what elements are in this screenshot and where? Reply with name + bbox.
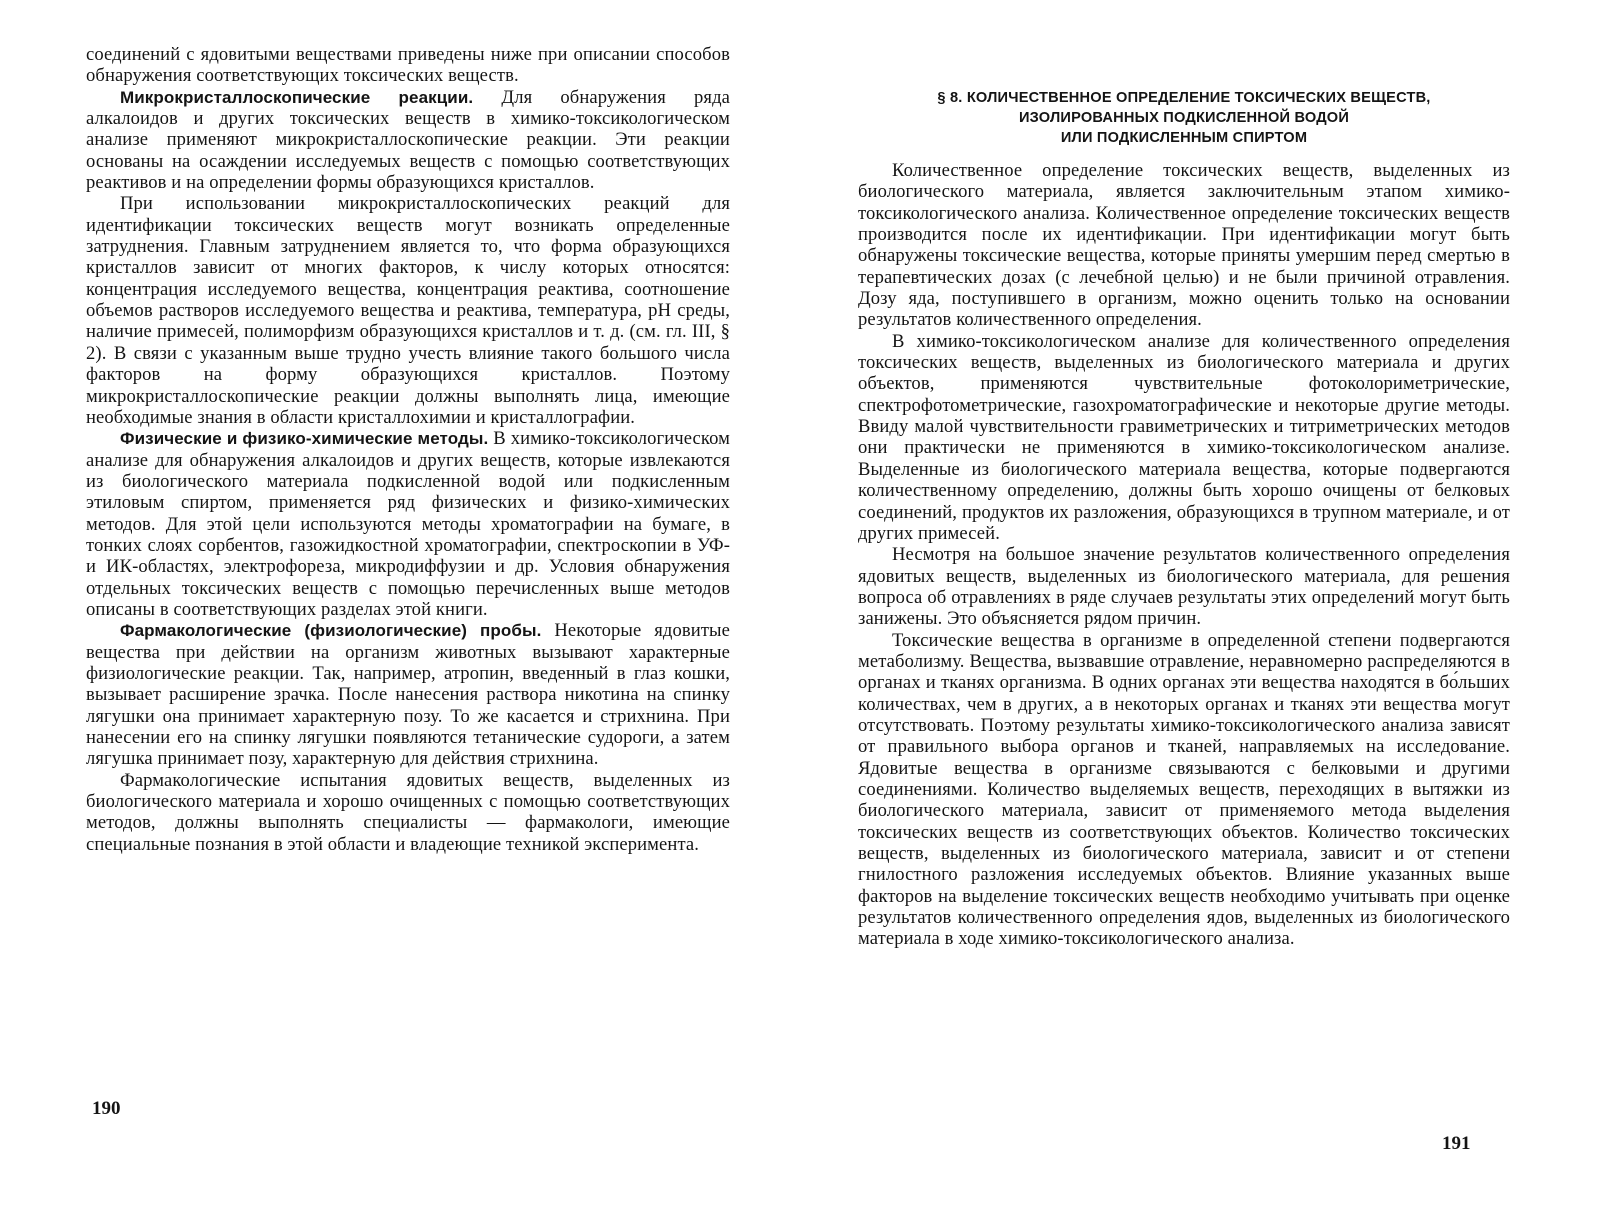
right-paragraph-3 <box>858 544 1510 629</box>
paragraph-text: соединений с ядовитыми веществами приведены ниже при описании способов обнаружения соответствующих токсических веществ. <box>86 44 730 87</box>
paragraph-text: В химико-токсикологическом анализе для обнаружения алкалоидов и других веществ, которые извлекаются из биологического материала подкисленной водой или подкисленным этиловым спиртом, применяется ряд физических и физико-химических методов. Для этой цели используются методы хроматографии на бумаге, в тонких слоях сорбентов, газожидкостной хроматографии, спектроскопии в УФ- и ИК-областях, электрофореза, микродиффузии и др. Условия обнаружения отдельных токсических веществ с помощью перечисленных выше методов описаны в соответствующих разделах этой книги. <box>86 428 730 620</box>
paragraph-text: Несмотря на большое значение результатов количественного определения ядовитых веществ, выделенных из биологического материала, для решения вопроса об отравлениях в ряде случаев результаты этих определений могут быть занижены. Это объясняется рядом причин. <box>858 544 1510 630</box>
runin-heading: Фармакологические (физиологические) пробы. <box>120 621 542 641</box>
paragraph-text: В химико-токсикологическом анализе для количественного определения токсических веществ, выделенных из биологического материала и других объектов, применяются чувствительные фотоколориметрические, спектрофотометрические, газохроматографические и некоторые другие методы. Ввиду малой чувствительности гравиметрических и титриметрических методов они практически не применяются в химико-токсикологическом анализе. Выделенные из биологического материала вещества, которые подвергаются количественному определению, должны быть хорошо очищены от белковых соединений, продуктов их разложения, образующихся в трупном материале, и от других примесей. <box>858 330 1510 544</box>
left-paragraph-3 <box>86 193 730 428</box>
section-heading-line: ИЗОЛИРОВАННЫХ ПОДКИСЛЕННОЙ ВОДОЙ <box>1018 110 1350 126</box>
paragraph-text: Для обнаружения ряда алкалоидов и других токсических веществ в химико-токсикологическом анализе применяют микрокристаллоскопические реакции. Эти реакции основаны на осаждении исследуемых веществ с помощью соответствующих реактивов и на определении формы образующихся кристаллов. <box>86 86 730 194</box>
runin-heading: Физические и физико-химические методы. <box>120 429 489 449</box>
paragraph-text: Токсические вещества в организме в определенной степени подвергаются метаболизму. Вещества, вызвавшие отравление, неравномерно распределяются в органах и тканях организма. В одних органах эти вещества находятся в бо́льших количествах, чем в других, а в некоторых органах и тканях эти вещества могут отсутствовать. Поэтому результаты химико-токсикологического анализа зависят от правильного выбора органов и тканей, направляемых на исследование. Ядовитые вещества в организме связываются с белковыми и другими соединениями. Количество выделяемых веществ, переходящих в вытяжки из биологического материала, зависит от применяемого метода выделения токсических веществ из соответствующих объектов. Количество токсических веществ, выделенных из биологического материала, зависит и от степени гнилостного разложения исследуемых объектов. Влияние указанных выше факторов на выделение токсических веществ необходимо учитывать при оценке результатов количественного определения ядов, выделенных из биологического материала в ходе химико-токсикологического анализа. <box>858 629 1510 950</box>
right-paragraph-4 <box>858 630 1510 950</box>
paragraph-text: Количественное определение токсических веществ, выделенных из биологического материала, является заключительным этапом химико-токсикологического анализа. Количественное определение токсических веществ производится после их идентификации. При идентификации могут быть обнаружены токсические вещества, которые приняты умершим перед смертью в терапевтических дозах (с лечебной целью) и не были причиной отравления. Дозу яда, поступившего в организм, можно оценить только на основании результатов количественного определения. <box>858 160 1510 331</box>
right-paragraph-2 <box>858 331 1510 544</box>
runin-heading: Микрокристаллоскопические реакции. <box>120 87 474 107</box>
page-number: 190 <box>92 1098 121 1119</box>
left-paragraph-4 <box>86 428 730 620</box>
page-number: 191 <box>1442 1133 1471 1154</box>
left-paragraph-2 <box>86 87 730 194</box>
right-page <box>800 0 1600 1207</box>
paragraph-text: При использовании микрокристаллоскопических реакций для идентификации токсических веществ могут возникать определенные затруднения. Главным затруднением является то, что форма образующихся кристаллов зависит от многих факторов, к числу которых относятся: концентрация исследуемого вещества, концентрация реактива, соотношение объемов растворов исследуемого вещества и реактива, температура, pH среды, наличие примесей, полиморфизм образующихся кристаллов и т. д. (см. гл. III, § 2). В связи с указанным выше трудно учесть влияние такого большого числа факторов на форму образующихся кристаллов. Поэтому микрокристаллоскопические реакции должны выполнять лица, имеющие необходимые знания в области кристаллохимии и кристаллографии. <box>86 193 730 428</box>
left-paragraph-5 <box>86 620 730 769</box>
section-heading-line: ИЛИ ПОДКИСЛЕННЫМ СПИРТОМ <box>1060 130 1308 146</box>
section-heading <box>858 88 1510 148</box>
paragraph-text: Фармакологические испытания ядовитых веществ, выделенных из биологического материала и хорошо очищенных с помощью соответствующих методов, должны выполнять специалисты — фармакологи, имеющие специальные познания в этой области и владеющие техникой эксперимента. <box>86 769 730 855</box>
paragraph-text: Некоторые ядовитые вещества при действии на организм животных вызывают характерные физиологические реакции. Так, например, атропин, введенный в глаз кошки, вызывает расширение зрачка. После нанесения раствора никотина на спинку лягушки она принимает характерную позу. То же касается и стрихнина. При нанесении его на спинку лягушки появляются тетанические судороги, а затем лягушка принимает позу, характерную для действия стрихнина. <box>86 620 730 770</box>
left-page-body <box>86 44 730 855</box>
right-paragraph-1 <box>858 160 1510 331</box>
left-paragraph-6 <box>86 770 730 855</box>
right-page-body <box>858 160 1510 950</box>
section-heading-line: § 8. КОЛИЧЕСТВЕННОЕ ОПРЕДЕЛЕНИЕ ТОКСИЧЕСКИХ ВЕЩЕСТВ, <box>937 90 1431 106</box>
left-paragraph-1 <box>86 44 730 87</box>
